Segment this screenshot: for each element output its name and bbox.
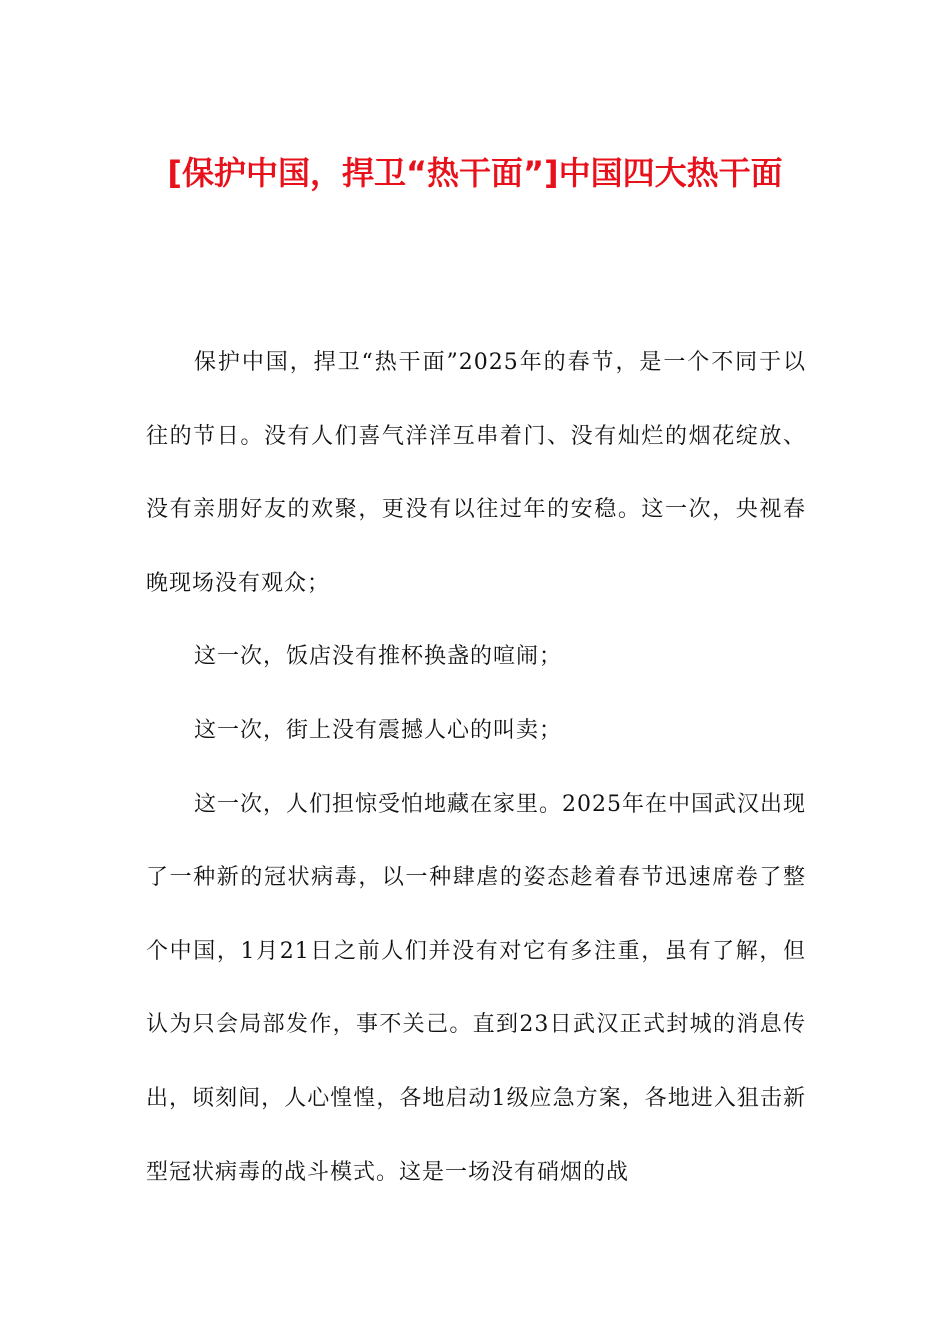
document-title: [保护中国，捍卫“热干面”]中国四大热干面 [167,154,783,192]
paragraph-1: 保护中国，捍卫“热干面”2025年的春节，是一个不同于以往的节日。没有人们喜气洋洋互串着门、没有灿烂的烟花绽放、没有亲朋好友的欢聚，更没有以往过年的安稳。这一次，央视春晚现场没有观众； [146,350,806,596]
paragraph-4: 这一次，人们担惊受怕地藏在家里。2025年在中国武汉出现了一种新的冠状病毒，以一种肆虐的姿态趁着春节迅速席卷了整个中国，1月21日之前人们并没有对它有多注重，虽有了解，但认为只会局部发作，事不关己。直到23日武汉正式封城的消息传出，顷刻间，人心惶惶，各地启动1级应急方案，各地进入狙击新型冠状病毒的战斗模式。这是一场没有硝烟的战 [146,791,806,1185]
document-body [146,326,806,1209]
paragraph-3: 这一次，街上没有震撼人心的叫卖； [194,717,563,743]
paragraph-2: 这一次，饭店没有推杯换盏的喧闹； [194,644,563,670]
